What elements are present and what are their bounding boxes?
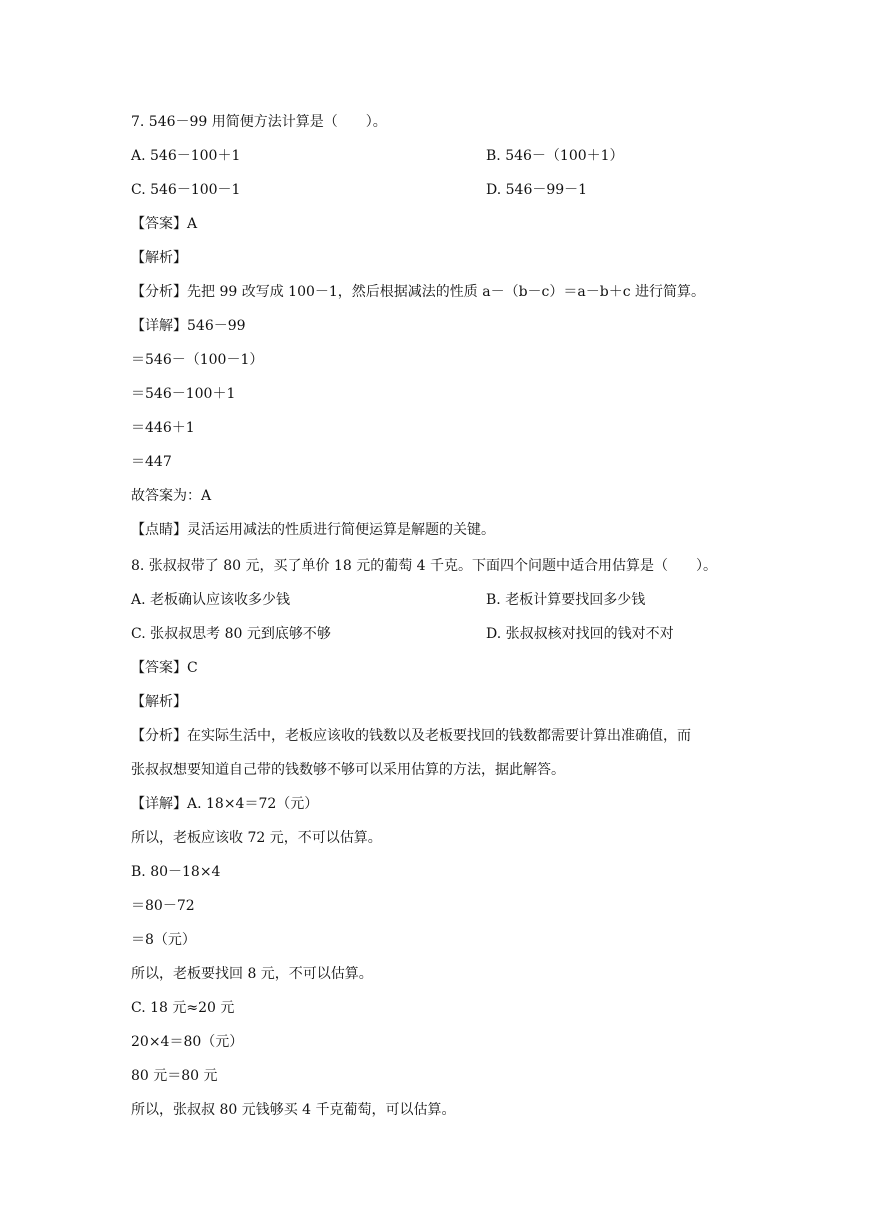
q7-option-a: A. 546－100＋1 (131, 148, 241, 164)
q8-line: ＝8（元） (131, 932, 196, 948)
q8-line: ＝80－72 (131, 898, 195, 914)
q8-option-a: A. 老板确认应该收多少钱 (131, 592, 291, 608)
q8-line: 80 元＝80 元 (131, 1068, 218, 1084)
q7-option-c: C. 546－100－1 (131, 182, 241, 198)
q7-detail: 【详解】546－99 (131, 318, 246, 334)
q7-jiexi-heading: 【解析】 (131, 250, 187, 266)
q8-line: 20×4＝80（元） (131, 1034, 244, 1050)
q7-step: ＝446＋1 (131, 420, 195, 436)
q8-line: B. 80－18×4 (131, 864, 221, 880)
q8-answer: 【答案】C (131, 660, 198, 676)
q7-step: ＝447 (131, 454, 172, 470)
q7-stem: 7. 546－99 用简便方法计算是（ ）。 (131, 114, 387, 130)
q7-key-point: 【点睛】灵活运用减法的性质进行简便运算是解题的关键。 (131, 522, 495, 538)
q8-line: 所以，张叔叔 80 元钱够买 4 千克葡萄，可以估算。 (131, 1102, 456, 1118)
q8-stem: 8. 张叔叔带了 80 元，买了单价 18 元的葡萄 4 千克。下面四个问题中适合用估算是（ ）。 (131, 558, 718, 574)
q8-jiexi-heading: 【解析】 (131, 694, 187, 710)
q8-line: C. 18 元≈20 元 (131, 1000, 235, 1016)
q7-option-b: B. 546－（100＋1） (486, 148, 624, 164)
q7-step: ＝546－100＋1 (131, 386, 236, 402)
q8-line: 所以，老板应该收 72 元，不可以估算。 (131, 830, 382, 846)
q7-step: ＝546－（100－1） (131, 352, 264, 368)
q8-option-d: D. 张叔叔核对找回的钱对不对 (486, 626, 674, 642)
q7-analysis: 【分析】先把 99 改写成 100－1，然后根据减法的性质 a－（b－c）＝a－b＋c 进行简算。 (131, 284, 705, 300)
q7-option-d: D. 546－99－1 (486, 182, 588, 198)
q8-option-c: C. 张叔叔思考 80 元到底够不够 (131, 626, 331, 642)
q7-answer: 【答案】A (131, 216, 198, 232)
q8-line: 所以，老板要找回 8 元，不可以估算。 (131, 966, 373, 982)
q8-analysis-line-1: 【分析】在实际生活中，老板应该收的钱数以及老板要找回的钱数都需要计算出准确值，而 (131, 728, 691, 744)
q8-analysis-line-2: 张叔叔想要知道自己带的钱数够不够可以采用估算的方法，据此解答。 (131, 762, 565, 778)
q8-option-b: B. 老板计算要找回多少钱 (486, 592, 646, 608)
q8-detail: 【详解】A. 18×4＝72（元） (131, 796, 319, 812)
q7-conclusion: 故答案为：A (131, 488, 212, 504)
